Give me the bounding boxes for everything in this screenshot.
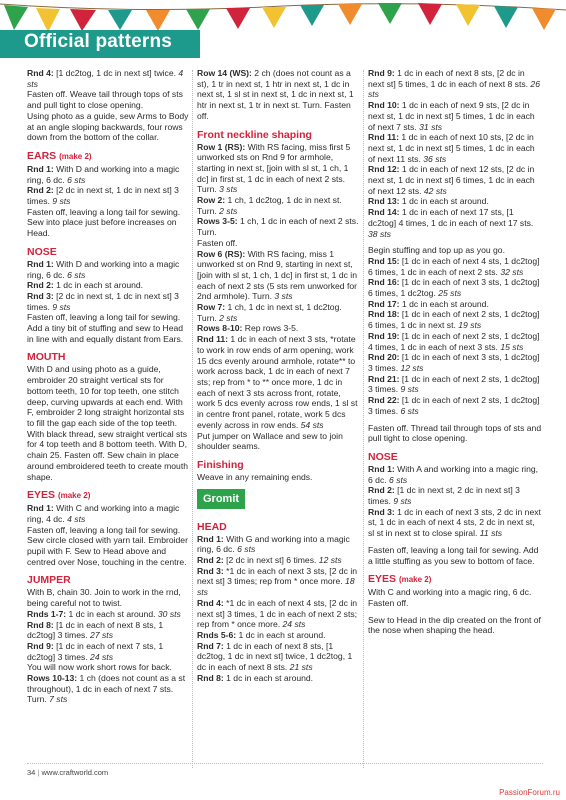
row-text: Begin stuffing and top up as you go. <box>368 245 505 256</box>
row-label: Rnd 11: <box>197 334 229 345</box>
pattern-line <box>27 259 189 280</box>
row-label: Rnd 2: <box>27 280 54 291</box>
row-text: [2 dc in next st, 1 dc in next st] 3 times. <box>27 290 179 312</box>
row-text: 2 ch (does not count as a st), 1 tr in next st, 1 htr in next st, 1 dc in next st, 1 sl st in next st, 1 dc in next st, 1 htr in next st, 1 tr in next st. Turn. Fasten off. <box>197 68 354 121</box>
pattern-line <box>197 249 360 303</box>
pattern-line <box>197 68 360 122</box>
row-label: Row 1 (RS): <box>197 141 246 152</box>
row-label: Rnd 11: <box>368 132 400 143</box>
row-label: Rnd 8: <box>197 672 224 683</box>
pattern-line <box>197 673 360 684</box>
row-label: Rnd 17: <box>368 298 400 309</box>
row-text: [1 dc in next st, 2 dc in next st] 3 times. <box>368 485 520 507</box>
stitch-count: 12 sts <box>398 362 424 373</box>
row-text: 1 dc in each st around. <box>399 196 489 207</box>
stitch-count: 3 sts <box>272 291 293 302</box>
pattern-line <box>197 555 360 566</box>
section-heading <box>368 451 543 463</box>
pattern-line <box>27 185 189 206</box>
section-heading-text: JUMPER <box>27 574 71 587</box>
row-label: Rnd 9: <box>27 640 54 651</box>
row-label: Rnd 4: <box>27 68 54 78</box>
row-label: Rnd 8: <box>27 619 54 630</box>
row-label: Rnd 1: <box>27 503 54 514</box>
row-text: 1 ch (does not count as a st throughout), 1 dc in each of next 7 sts. Turn. <box>27 673 186 705</box>
row-text: With D and working into a magic ring, 6 dc. <box>27 163 180 185</box>
stitch-count: 54 sts <box>298 419 324 430</box>
pattern-line <box>368 485 543 506</box>
row-text: 1 dc in each of next 8 sts, [1 dc2tog, 1 dc in next st] twice, 1 dc2tog, 1 dc in each of next 8 sts. <box>197 640 353 673</box>
section-heading-text: NOSE <box>368 450 398 463</box>
pattern-line <box>197 630 360 641</box>
row-text: With B, chain 30. Join to work in the rnd, being careful not to twist. <box>27 587 181 609</box>
pattern-line <box>368 245 543 256</box>
pattern-line <box>368 352 543 373</box>
footer-rule <box>27 763 543 764</box>
stitch-count: 6 sts <box>64 269 86 280</box>
row-label: Rnd 1: <box>27 163 54 174</box>
pattern-line <box>368 587 543 608</box>
stitch-count: 9 sts <box>390 496 412 507</box>
section-heading-text: EYES <box>27 489 56 502</box>
row-label: Rnd 22: <box>368 395 400 406</box>
row-text: 1 dc in each st around. <box>399 298 489 309</box>
row-label: Rnd 7: <box>197 640 224 651</box>
row-text: Fasten off. Weave tail through tops of sts and pull tight to close opening. <box>27 89 183 111</box>
row-text: With A and working into a magic ring, 6 dc. <box>368 463 539 485</box>
section-heading-text: HEAD <box>197 520 227 533</box>
section-heading <box>197 129 360 141</box>
bunting-decoration <box>0 0 566 34</box>
row-label: Rnd 2: <box>27 185 54 196</box>
pattern-line <box>368 464 543 485</box>
section-heading-text: EYES <box>368 573 397 586</box>
row-label: Rnd 3: <box>368 506 395 517</box>
row-text: Fasten off, leaving a long tail for sewing. Add a little stuffing as you sew to bottom of face. <box>368 544 539 566</box>
pattern-line <box>368 164 543 196</box>
row-text: Put jumper on Wallace and sew to join shoulder seams. <box>197 430 343 452</box>
row-text: 1 dc in each of next 3 sts, *rotate to work in row ends of arm opening, work 15 dcs evenly around armhole, rotate** to work across back, 1 dc in each of next 7 sts; rep from * to ** once more, 1 dc in each of next 3 sts across front, rotate, work 5 dcs evenly across row ends, 1 sl st in centre front panel, rotate, work 5 dcs evenly across in row ends. <box>197 334 358 430</box>
stitch-count: 15 sts <box>497 341 524 352</box>
page-number: 34 <box>27 768 36 777</box>
row-label: Rnd 15: <box>368 255 400 266</box>
pattern-line <box>27 111 189 143</box>
row-label: Rnd 16: <box>368 277 400 288</box>
stitch-count: 11 sts <box>477 528 503 539</box>
stitch-count: 6 sts <box>398 405 419 416</box>
row-text: Rep rows 3-5. <box>242 323 299 334</box>
row-text: [1 dc in each of next 3 sts, 1 dc2tog] 6 times, 1 dc2tog. <box>368 277 540 299</box>
pattern-line <box>197 142 360 196</box>
row-text: With C and working into a magic ring, 6 dc. Fasten off. <box>368 587 532 608</box>
section-heading-text: NOSE <box>27 245 57 258</box>
stitch-count: 3 sts <box>216 184 238 195</box>
pattern-line <box>368 423 543 444</box>
row-text: Fasten off. <box>197 237 238 248</box>
row-text: You will now work short rows for back. <box>27 662 172 673</box>
section-heading <box>27 574 189 586</box>
pattern-line <box>27 68 189 89</box>
row-text: With D and working into a magic ring, 6 dc. <box>27 258 180 280</box>
stitch-count: 4 sts <box>64 513 86 524</box>
section-heading-text: Finishing <box>197 458 244 471</box>
row-text: [1 dc in each of next 3 sts, 1 dc2tog] 3 times. <box>368 352 540 373</box>
stitch-count: 19 sts <box>455 320 482 331</box>
row-text: 1 dc in each of next 8 sts, [2 dc in next st] 5 times, 1 dc in each of next 8 sts. <box>368 68 529 89</box>
section-heading <box>197 521 360 533</box>
section-heading <box>27 150 189 163</box>
row-label: Rnd 1: <box>368 463 395 474</box>
row-text: [1 dc2tog, 1 dc in next st] twice. <box>53 68 177 78</box>
pattern-line <box>197 216 360 237</box>
row-text: Fasten off, leaving a long tail for sewing. Sew into place just before increases on Head. <box>27 206 181 239</box>
section-heading-note: (make 2) <box>398 575 432 585</box>
row-text: 1 ch, 1 dc2tog, 1 dc in next st. Turn. <box>197 195 342 216</box>
section-heading <box>27 246 189 258</box>
row-label: Rnd 19: <box>368 330 400 341</box>
stitch-count: 31 sts <box>416 121 443 132</box>
pattern-line <box>197 566 360 598</box>
stitch-count: 30 sts <box>155 608 181 619</box>
pattern-line <box>368 68 543 100</box>
row-label: Rnd 1: <box>27 258 54 269</box>
stitch-count: 7 sts <box>46 694 68 705</box>
row-text: *1 dc in each of next 4 sts, [2 dc in next st] 3 times, 1 dc in each of next 2 sts; rep from * once more. <box>197 597 358 630</box>
section-heading-text: EARS <box>27 149 57 162</box>
stitch-count: 4 sts <box>27 68 184 89</box>
pattern-line <box>368 299 543 310</box>
pattern-line <box>197 334 360 430</box>
row-text: With RS facing, miss first 5 unworked sts on Rnd 9 for armhole, starting in next st, [join with sl st, 1 ch, 1 dc] in first st, 1 dc in each of next 2 sts. Turn. <box>197 141 351 195</box>
row-label: Rnd 3: <box>27 290 54 301</box>
row-text: Fasten off. Thread tail through tops of sts and pull tight to close opening. <box>368 422 542 444</box>
row-text: 1 ch, 1 dc in next st, 1 dc2tog. Turn. <box>197 302 342 323</box>
section-heading-text: Front neckline shaping <box>197 128 312 141</box>
row-label: Row 2: <box>197 195 226 206</box>
section-heading-note: (make 2) <box>57 491 91 501</box>
row-text: Using photo as a guide, sew Arms to Body at an angle sloping backwards, four rows down from the bottom of the collar. <box>27 110 189 143</box>
column-divider <box>363 70 364 768</box>
pattern-line <box>27 312 189 344</box>
row-text: With G and working into a magic ring, 6 dc. <box>197 533 350 555</box>
pattern-line <box>197 641 360 673</box>
pattern-line <box>197 472 360 483</box>
stitch-count: 9 sts <box>49 301 71 312</box>
pattern-line <box>197 598 360 630</box>
row-label: Row 7: <box>197 302 226 313</box>
row-label: Rnd 13: <box>368 196 400 207</box>
column-middle <box>197 68 360 683</box>
stitch-count: 24 sts <box>87 651 113 662</box>
stitch-count: 2 sts <box>216 312 238 323</box>
stitch-count: 27 sts <box>87 630 113 641</box>
watermark: PassionForum.ru <box>499 788 560 797</box>
row-label: Rnd 4: <box>197 597 224 608</box>
stitch-count: 32 sts <box>497 266 524 277</box>
stitch-count: 6 sts <box>64 174 86 185</box>
pattern-line <box>27 673 189 705</box>
pattern-line <box>368 331 543 352</box>
stitch-count: 36 sts <box>420 153 447 164</box>
pattern-line <box>197 431 360 452</box>
section-heading <box>368 573 543 586</box>
row-label: Rnd 12: <box>368 164 400 175</box>
pattern-line <box>368 207 543 239</box>
row-text: 1 dc in each of next 12 sts, [2 dc in next st, 1 dc in next st] 6 times, 1 dc in each of next 12 sts. <box>368 164 535 196</box>
row-label: Row 6 (RS): <box>197 248 246 259</box>
stitch-count: 38 sts <box>368 228 391 239</box>
row-text: [1 dc in each of next 4 sts, 1 dc2tog] 6 times, 1 dc in each of next 2 sts. <box>368 255 540 277</box>
pattern-line <box>27 364 189 482</box>
row-text: With RS facing, miss 1 unworked st on Rnd 9, starting in next st, [join with sl st, 1 ch, 1 dc] in first st, 1 dc in each of next 2 sts (5 sts rem unworked for 2nd armhole). Turn. <box>197 248 358 302</box>
section-heading <box>27 351 189 363</box>
row-label: Rnd 14: <box>368 207 400 218</box>
stitch-count: 24 sts <box>280 619 306 630</box>
stitch-count: 6 sts <box>234 544 256 555</box>
row-text: With D and using photo as a guide, embroider 20 straight vertical sts for bottom teeth, 10 for top teeth, one stitch deep, curving upwards at each end. With F, embroider 2 long straight horizontal sts to fill the gap each side of the top teeth. With black thread, sew straight vertical sts for 4 top teeth and 8 bottom teeth. With D, chain 25. Fasten off. Sew chain in place around embroidered teeth to create mouth shape. <box>27 364 188 482</box>
pattern-line <box>197 323 360 334</box>
pattern-line <box>368 277 543 298</box>
row-label: Rnds 1-7: <box>27 608 67 619</box>
pattern-line <box>27 164 189 185</box>
row-label: Rows 8-10: <box>197 323 243 334</box>
stitch-count: 2 sts <box>216 205 238 216</box>
row-text: [1 dc in each of next 8 sts, 1 dc2tog] 3 times. <box>27 619 164 641</box>
pattern-line <box>368 374 543 395</box>
row-text: Weave in any remaining ends. <box>197 471 313 482</box>
row-text: 1 ch, 1 dc in each of next 2 sts. Turn. <box>197 216 359 238</box>
row-text: [2 dc in next st, 1 dc in next st] 3 times. <box>27 185 179 207</box>
stitch-count: 26 sts <box>368 78 540 100</box>
pattern-line <box>197 534 360 555</box>
pattern-line <box>368 507 543 539</box>
row-label: Rows 10-13: <box>27 673 78 684</box>
section-tag: Gromit <box>197 489 245 509</box>
row-text: 1 dc in each st around. <box>236 629 326 640</box>
pattern-line <box>368 395 543 416</box>
stitch-count: 25 sts <box>435 288 462 299</box>
row-text: [2 dc in next st] 6 times. <box>223 555 317 566</box>
row-label: Rnd 18: <box>368 309 400 320</box>
stitch-count: 18 sts <box>197 576 355 598</box>
page-footer: 34 | www.craftworld.com <box>27 768 109 777</box>
row-text: [1 dc in each of next 2 sts, 1 dc2tog] 3 times. <box>368 395 540 416</box>
pattern-line <box>27 525 189 568</box>
pattern-line <box>368 100 543 132</box>
stitch-count: 42 sts <box>421 185 447 196</box>
row-text: Sew to Head in the dip created on the front of the nose when shaping the head. <box>368 614 541 636</box>
pattern-line <box>368 132 543 164</box>
row-label: Rnd 2: <box>368 485 395 496</box>
section-heading <box>197 459 360 471</box>
row-label: Rnd 10: <box>368 100 400 111</box>
pattern-line <box>27 641 189 662</box>
pattern-line <box>368 545 543 566</box>
stitch-count: 6 sts <box>386 474 408 485</box>
row-label: Rnd 3: <box>197 565 224 576</box>
column-divider <box>192 70 193 768</box>
stitch-count: 9 sts <box>398 384 419 395</box>
row-text: [1 dc in each of next 2 sts, 1 dc2tog] 3 times. <box>368 373 540 395</box>
column-right <box>368 68 543 636</box>
footer-link[interactable]: www.craftworld.com <box>41 768 109 777</box>
row-text: Fasten off, leaving a long tail for sewing. Sew circle closed with yarn tail. Embroider pupil with F. Sew to Head above and centred over Nose, touching in the centre. <box>27 524 188 567</box>
row-label: Rnd 20: <box>368 352 400 363</box>
row-label: Rows 3-5: <box>197 216 238 227</box>
row-label: Rnd 9: <box>368 68 395 78</box>
pattern-line <box>27 291 189 312</box>
row-text: 1 dc in each st around. <box>53 280 144 291</box>
pattern-line <box>27 620 189 641</box>
row-text: 1 dc in each of next 10 sts, [2 dc in next st, 1 dc in next st] 5 times, 1 dc in each of next 11 sts. <box>368 132 535 164</box>
pattern-line <box>197 195 360 216</box>
stitch-count: 9 sts <box>49 196 71 207</box>
row-text: [1 dc in each of next 2 sts, 1 dc2tog] 4 times, 1 dc in each of next 3 sts. <box>368 330 540 352</box>
section-heading-note: (make 2) <box>59 151 92 161</box>
row-text: *1 dc in each of next 3 sts, [2 dc in next st] 3 times; rep from * once more. <box>197 565 358 587</box>
row-text: 1 dc in each of next 9 sts, [2 dc in next st, 1 dc in next st] 5 times, 1 dc in each of next 7 sts. <box>368 100 535 132</box>
row-label: Rnd 1: <box>197 533 224 544</box>
row-text: 1 dc in each of next 3 sts, 2 dc in next st, 1 dc in each of next 4 sts, 2 dc in next st, sl st in next st to close spiral. <box>368 506 541 539</box>
pattern-line <box>368 309 543 330</box>
pattern-line <box>27 207 189 239</box>
pattern-line <box>27 89 189 110</box>
stitch-count: 12 sts <box>316 555 342 566</box>
pattern-line <box>27 280 189 291</box>
row-label: Rnd 2: <box>197 555 224 566</box>
stitch-count: 21 sts <box>287 662 313 673</box>
page-title: Official patterns <box>24 31 173 52</box>
row-label: Row 14 (WS): <box>197 68 252 78</box>
pattern-line <box>197 302 360 323</box>
pattern-line <box>197 238 360 249</box>
row-text: 1 dc in each st around. <box>66 608 156 619</box>
row-label: Rnds 5-6: <box>197 629 237 640</box>
section-heading-text: MOUTH <box>27 351 66 364</box>
row-text: [1 dc in each of next 2 sts, 1 dc2tog] 6 times, 1 dc in next st. <box>368 309 540 331</box>
row-text: 1 dc in each st around. <box>223 672 314 683</box>
pattern-line <box>27 503 189 524</box>
pattern-line <box>27 587 189 608</box>
row-text: 1 dc in each of next 17 sts, [1 dc2tog] 4 times, 1 dc in each of next 17 sts. <box>368 207 534 228</box>
pattern-line <box>368 196 543 207</box>
row-text: With C and working into a magic ring, 4 dc. <box>27 503 180 524</box>
row-text: Fasten off, leaving a long tail for sewing. Add a tiny bit of stuffing and sew to Head in line with and equally distant from Ears. <box>27 312 184 344</box>
column-left <box>27 68 189 705</box>
row-text: [1 dc in each of next 7 sts, 1 dc2tog] 3 times. <box>27 640 164 662</box>
section-heading <box>27 489 189 502</box>
pattern-line <box>368 615 543 636</box>
pattern-line <box>368 256 543 277</box>
pattern-line <box>27 609 189 620</box>
row-label: Rnd 21: <box>368 373 400 384</box>
pattern-line <box>27 662 189 673</box>
